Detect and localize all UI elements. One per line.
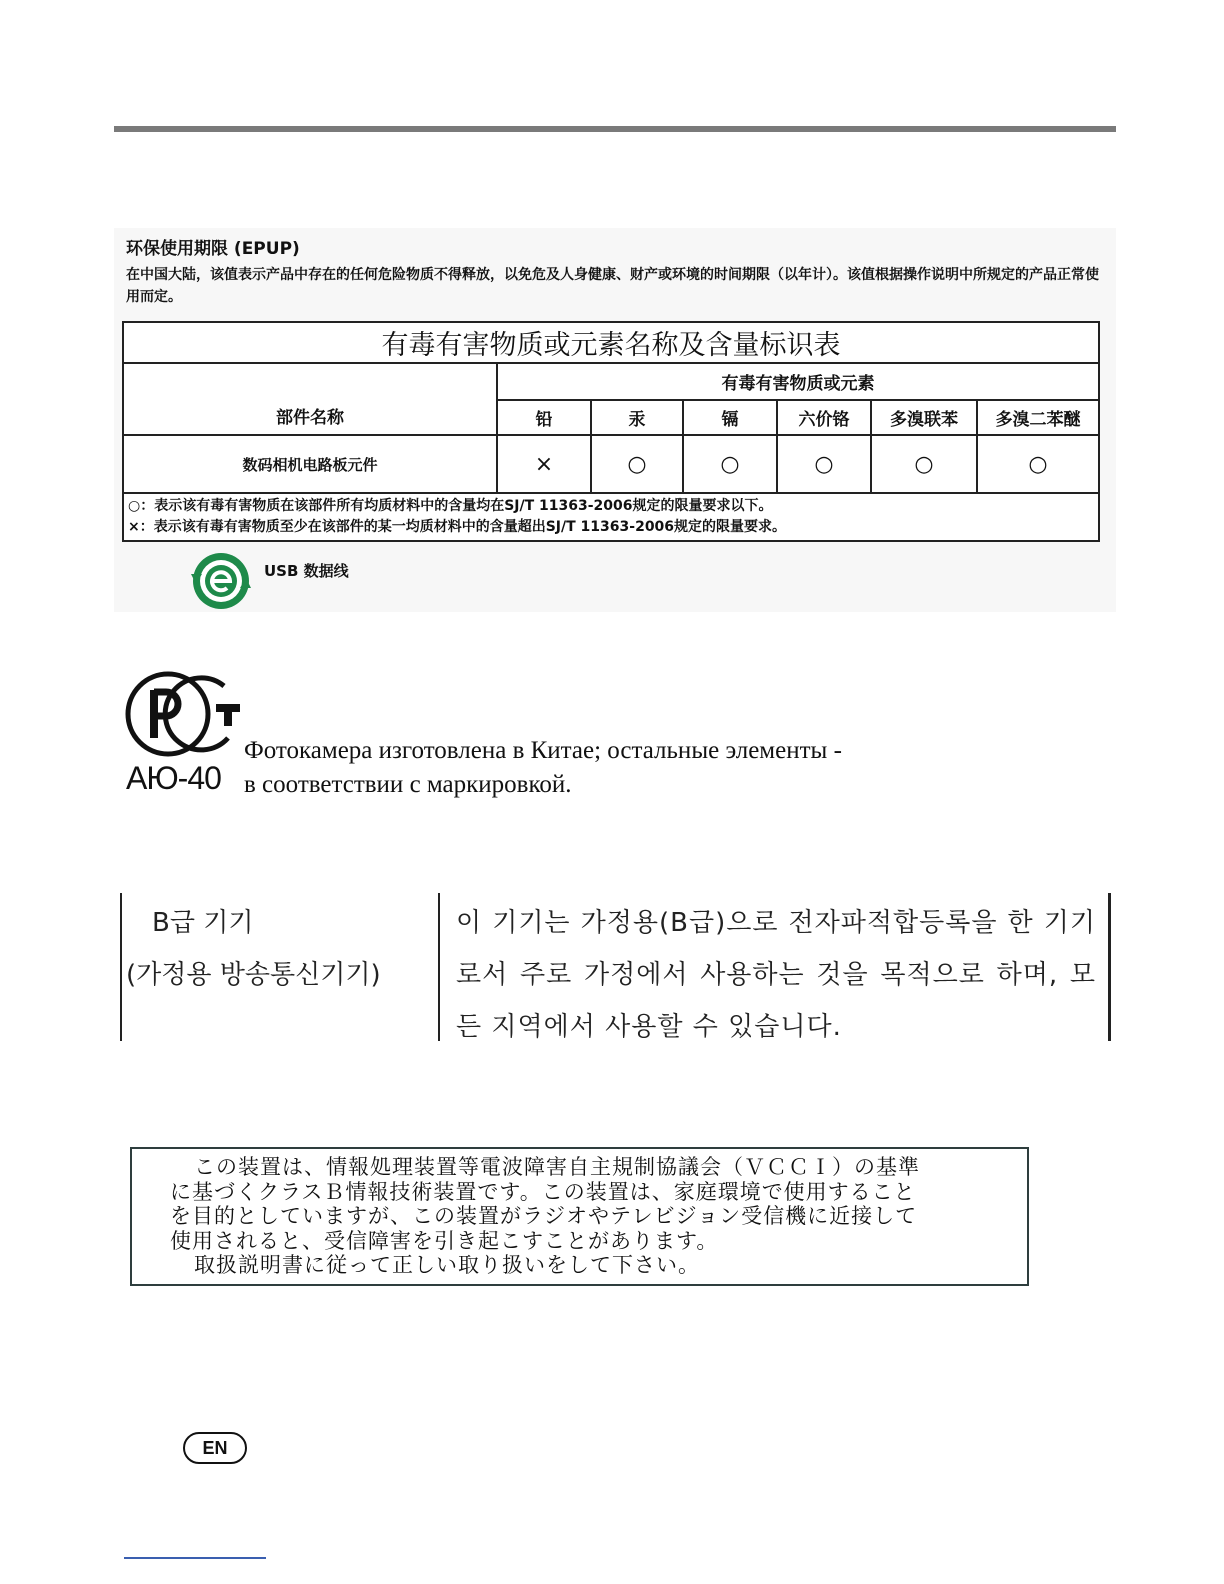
note-o: ○：表示该有毒有害物质在该部件所有均质材料中的含量均在SJ/T 11363-2006规定的限量要求以下。 bbox=[128, 498, 773, 514]
korean-description: 이 기기는 가정용(B급)으로 전자파적합등록을 한 기기로서 주로 가정에서 사용하는 것을 목적으로 하며, 모든 지역에서 사용할 수 있습니다. bbox=[456, 908, 1096, 1042]
mark-cell: ○ bbox=[683, 435, 777, 493]
column-header: 铅 bbox=[497, 400, 591, 435]
korean-class-label bbox=[126, 897, 381, 1001]
footer-rule bbox=[124, 1557, 266, 1559]
vcci-line: この装置は、情報処理装置等電波障害自主規制協議会（ＶＣＣＩ）の基準 bbox=[194, 1155, 920, 1179]
substance-group-header: 有毒有害物质或元素 bbox=[497, 363, 1099, 400]
vcci-line: 取扱説明書に従って正しい取り扱いをして下さい。 bbox=[194, 1253, 700, 1277]
hazardous-substance-table bbox=[122, 321, 1100, 542]
korean-class-b-notice bbox=[120, 893, 1111, 1041]
column-header: 多溴联苯 bbox=[871, 400, 977, 435]
gost-line: в соответствии с маркировкой. bbox=[244, 771, 572, 798]
mark-cell: × bbox=[497, 435, 591, 493]
mark-cell: ○ bbox=[977, 435, 1099, 493]
note-x: ×：表示该有毒有害物质至少在该部件的某一均质材料中的含量超出SJ/T 11363-2006规定的限量要求。 bbox=[128, 519, 787, 535]
column-header: 汞 bbox=[591, 400, 683, 435]
epup-section bbox=[114, 228, 1116, 612]
korean-class-line: B급 기기 bbox=[152, 908, 254, 938]
vcci-line: を目的としていますが、この装置がラジオやテレビジョン受信機に近接して bbox=[170, 1204, 918, 1228]
column-header: 多溴二苯醚 bbox=[977, 400, 1099, 435]
mark-cell: ○ bbox=[591, 435, 683, 493]
language-badge: EN bbox=[183, 1432, 247, 1464]
eco-recycle-icon bbox=[188, 550, 254, 612]
table-row bbox=[123, 435, 1099, 493]
korean-class-line: (가정용 방송통신기기) bbox=[126, 960, 381, 990]
gost-line: Фотокамера изготовлена в Китае; остальные элементы - bbox=[244, 737, 842, 764]
table-notes bbox=[123, 493, 1099, 541]
table-title: 有毒有害物质或元素名称及含量标识表 bbox=[123, 322, 1099, 363]
vcci-line: 使用されると、受信障害を引き起こすことがあります。 bbox=[170, 1228, 719, 1253]
part-name-cell: 数码相机电路板元件 bbox=[123, 435, 497, 493]
mark-cell: ○ bbox=[871, 435, 977, 493]
column-header: 六价铬 bbox=[777, 400, 871, 435]
divider bbox=[438, 893, 440, 1041]
epup-title: 环保使用期限 (EPUP) bbox=[126, 239, 300, 259]
vcci-notice bbox=[130, 1147, 1029, 1286]
pct-certification-logo bbox=[124, 670, 244, 760]
epup-description: 在中国大陆，该值表示产品中存在的任何危险物质不得释放，以免危及人身健康、财产或环境的时间期限（以年计）。该值根据操作说明中所规定的产品正常使用而定。 bbox=[126, 267, 1099, 305]
part-name-header: 部件名称 bbox=[123, 363, 497, 435]
header-rule bbox=[114, 126, 1116, 132]
gost-code: АЮ-40 bbox=[126, 760, 221, 796]
vcci-line: に基づくクラスＢ情報技術装置です。この装置は、家庭環境で使用すること bbox=[170, 1179, 916, 1204]
column-header: 镉 bbox=[683, 400, 777, 435]
usb-cable-label: USB 数据线 bbox=[264, 562, 349, 580]
mark-cell: ○ bbox=[777, 435, 871, 493]
gost-statement bbox=[244, 734, 842, 802]
